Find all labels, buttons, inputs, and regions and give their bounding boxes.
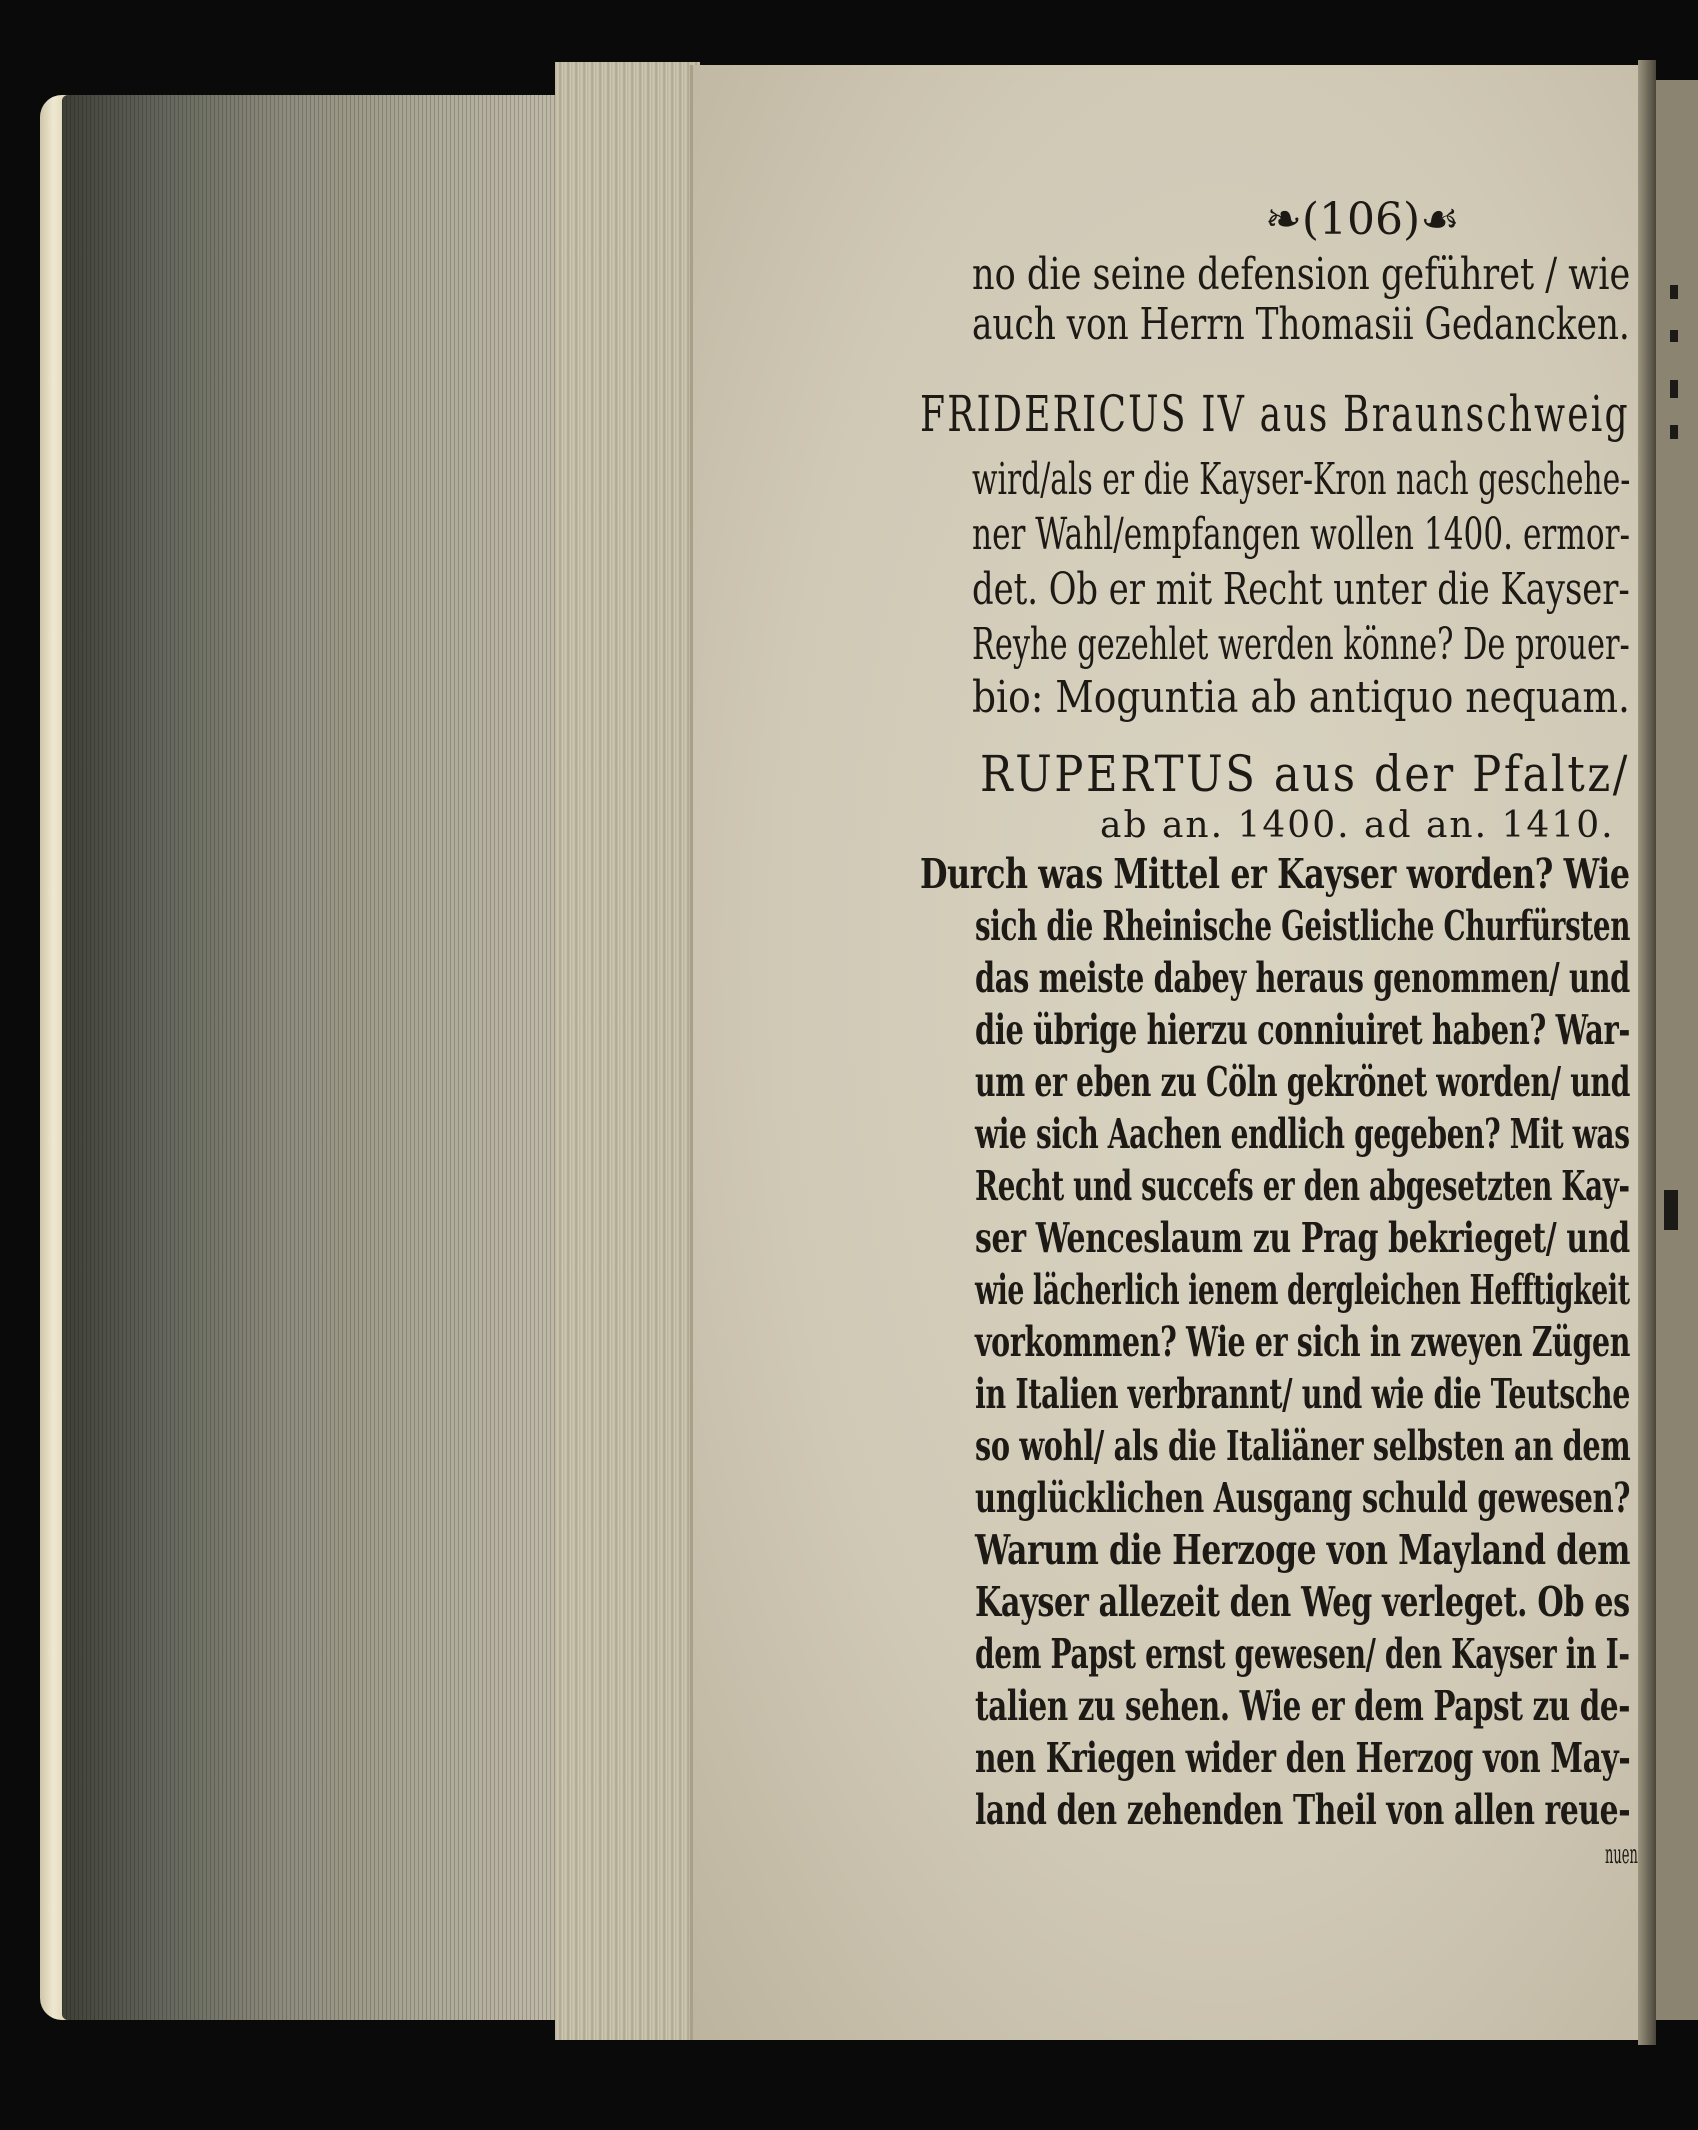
section-line: unglücklichen Ausgang schuld gewesen? — [975, 1474, 1631, 1522]
section-line: sich die Rheinische Geistliche Churfürsten — [975, 902, 1631, 950]
section-line: talien zu sehen. Wie er dem Papst zu de- — [975, 1682, 1631, 1730]
section-line: um er eben zu Cöln gekrönet worden/ und — [975, 1058, 1631, 1106]
section-heading-fridericus: FRIDERICUS IV aus Braunschweig — [920, 385, 1630, 443]
section-heading-rupertus: RUPERTUS aus der Pfaltz/ — [980, 745, 1630, 803]
section-line: nen Kriegen wider den Herzog von May- — [975, 1734, 1631, 1782]
section-line: Warum die Herzoge von Mayland dem — [975, 1526, 1631, 1574]
page-edges-near — [555, 62, 700, 2040]
section-line: wird/als er die Kayser-Kron nach geschehe- — [972, 454, 1631, 505]
section-line: die übrige hierzu conniuiret haben? War- — [975, 1006, 1631, 1054]
section-line: det. Ob er mit Recht unter die Kayser- — [972, 564, 1630, 615]
section-line: ser Wenceslaum zu Prag bekrieget/ und — [975, 1214, 1630, 1262]
section-line: Durch was Mittel er Kayser worden? Wie — [920, 850, 1630, 898]
section-line: Reyhe gezehlet werden könne? De prouer- — [972, 619, 1630, 670]
book-gutter — [1638, 60, 1656, 2045]
intro-line: auch von Herrn Thomasii Gedancken. — [972, 299, 1630, 350]
section-line: bio: Moguntia ab antiquo nequam. — [972, 672, 1630, 723]
catchword: nuen — [1605, 1840, 1638, 1870]
section-line: Recht und succefs er den abgesetzten Kay- — [975, 1162, 1630, 1210]
ornament-left: ❧ — [1265, 194, 1302, 245]
intro-line: no die seine defension geführet / wie — [972, 249, 1631, 300]
section-line: so wohl/ als die Italiäner selbsten an dem — [975, 1422, 1631, 1470]
section-line: vorkommen? Wie er sich in zweyen Zügen — [975, 1318, 1631, 1366]
section-line: wie lächerlich ienem dergleichen Hefftigkeit — [975, 1266, 1630, 1314]
section-line: in Italien verbrannt/ und wie die Teutsche — [975, 1370, 1630, 1418]
section-line: ner Wahl/empfangen wollen 1400. ermor- — [972, 509, 1630, 560]
section-line: wie sich Aachen endlich gegeben? Mit was — [975, 1110, 1630, 1158]
section-line: Kayser allezeit den Weg verleget. Ob es — [975, 1578, 1630, 1626]
facing-page-edge — [1656, 80, 1698, 2020]
section-line: das meiste dabey heraus genommen/ und — [975, 954, 1630, 1002]
section-line: land den zehenden Theil von allen reue- — [975, 1786, 1631, 1834]
ornament-right: ☙ — [1420, 194, 1460, 245]
section-dates: ab an. 1400. ad an. 1410. — [1100, 805, 1615, 846]
page-number: ❧(106)☙ — [1265, 194, 1460, 245]
section-line: dem Papst ernst gewesen/ den Kayser in I- — [975, 1630, 1630, 1678]
